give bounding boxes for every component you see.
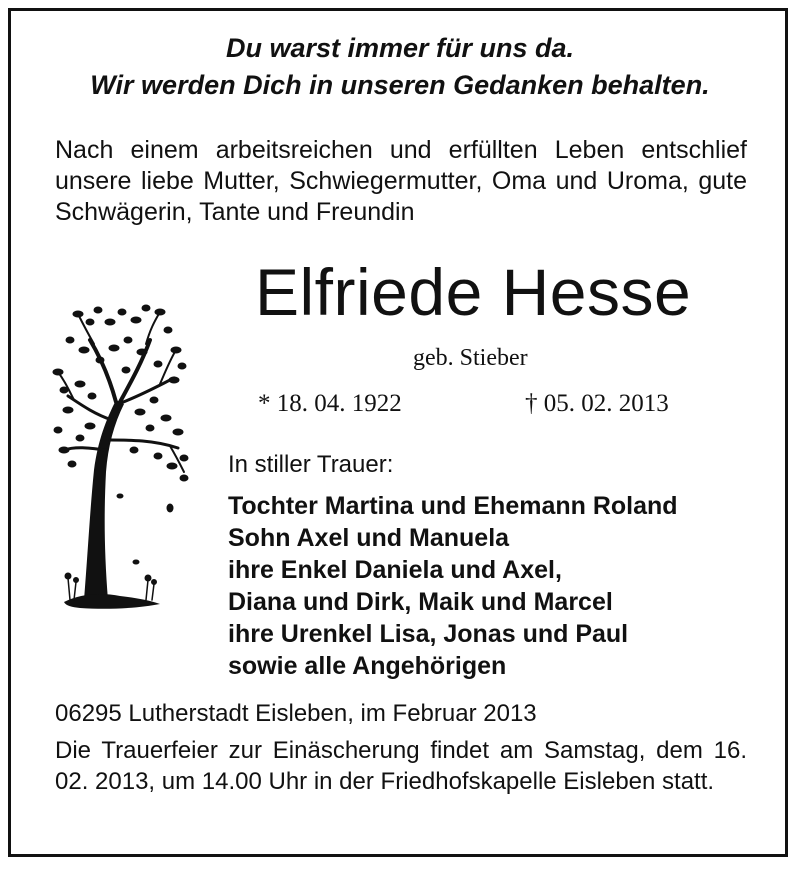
death-date: † 05. 02. 2013 <box>525 390 669 417</box>
mourner-line: ihre Urenkel Lisa, Jonas und Paul <box>228 620 629 648</box>
motto-line-1: Du warst immer für uns da. <box>225 33 575 63</box>
maiden-name: geb. Stieber <box>413 345 528 371</box>
birth-date: * 18. 04. 1922 <box>258 390 402 417</box>
mourner-line: sowie alle Angehörigen <box>228 652 507 680</box>
mourner-line: Diana und Dirk, Maik und Marcel <box>228 588 613 616</box>
mourning-label: In stiller Trauer: <box>228 451 394 478</box>
motto-line-2: Wir werden Dich in unseren Gedanken behalten. <box>90 70 710 100</box>
tree-icon <box>50 300 190 620</box>
place-date: 06295 Lutherstadt Eisleben, im Februar 2013 <box>55 700 537 727</box>
intro-text: Nach einem arbeitsreichen und erfüllten Leben entschlief unsere liebe Mutter, Schwiegermutter, Oma und Uroma, gute Schwägerin, Tante und Freundin <box>55 136 747 226</box>
mourner-line: Sohn Axel und Manuela <box>228 524 510 552</box>
mourners-list <box>228 490 678 682</box>
mourner-line: ihre Enkel Daniela und Axel, <box>228 556 562 584</box>
ceremony-text: Die Trauerfeier zur Einäscherung findet am Samstag, dem 16. 02. 2013, um 14.00 Uhr in der Friedhofskapelle Eisleben statt. <box>55 737 747 795</box>
deceased-name: Elfriede Hesse <box>255 255 692 329</box>
motto <box>0 30 800 104</box>
mourner-line: Tochter Martina und Ehemann Roland <box>228 492 678 520</box>
